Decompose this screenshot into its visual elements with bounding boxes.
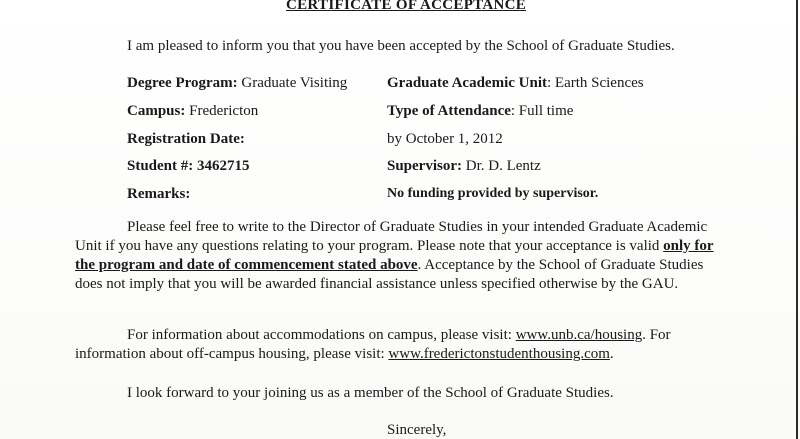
academic-unit-value: : Earth Sciences xyxy=(546,75,644,91)
housing-text-2: . For information about off-campus housing, please visit: xyxy=(75,327,671,362)
supervisor-label: Supervisor: xyxy=(387,158,462,174)
student-number: Student #: 3462715 xyxy=(127,158,250,174)
degree-program-label: Degree Program: xyxy=(127,75,238,91)
off-campus-housing-link[interactable]: www.frederictonstudenthousing.com xyxy=(388,346,610,362)
degree-program-value: Graduate Visiting xyxy=(237,75,348,91)
closing-text: I look forward to your joining us as a member of the School of Graduate Studies. xyxy=(127,385,614,401)
supervisor-field xyxy=(387,158,541,175)
attendance-field xyxy=(387,103,573,120)
remarks-label: Remarks: xyxy=(127,186,191,202)
certificate-title: CERTIFICATE OF ACCEPTANCE xyxy=(286,0,527,13)
campus-field xyxy=(127,103,258,120)
intro-text: I am pleased to inform you that you have been accepted by the School of Graduate Studies. xyxy=(127,38,675,54)
attendance-value: : Full time xyxy=(510,103,574,119)
campus-value: Fredericton xyxy=(185,103,259,119)
housing-paragraph xyxy=(75,326,720,364)
housing-text-1: For information about accommodations on campus, please visit: xyxy=(127,327,516,343)
degree-program-field xyxy=(127,75,347,92)
page-edge-divider xyxy=(796,0,798,439)
registration-date-value: by October 1, 2012 xyxy=(387,131,503,147)
unb-housing-link[interactable]: www.unb.ca/housing xyxy=(515,327,643,343)
academic-unit-label: Graduate Academic Unit xyxy=(387,75,547,91)
housing-text-3: . xyxy=(609,346,614,362)
acceptance-emphasis: only for the program and date of commencement stated above xyxy=(75,238,714,273)
registration-date-label: Registration Date: xyxy=(127,131,245,147)
campus-label: Campus: xyxy=(127,103,186,119)
acceptance-paragraph xyxy=(75,218,720,294)
signoff-text: Sincerely, xyxy=(387,422,447,438)
academic-unit-field xyxy=(387,75,644,92)
acceptance-text-2: . Acceptance by the School of Graduate Studies does not imply that you will be awarded financial assistance unless specified otherwise by the GAU. xyxy=(75,257,704,292)
remarks-value: No funding provided by supervisor. xyxy=(387,186,599,201)
attendance-label: Type of Attendance xyxy=(387,103,511,119)
acceptance-text-1: Please feel free to write to the Director of Graduate Studies in your intended Graduate Academic Unit if you have any questions relating to your program. Please note that your acceptance is valid xyxy=(75,219,708,254)
supervisor-value: Dr. D. Lentz xyxy=(462,158,541,174)
